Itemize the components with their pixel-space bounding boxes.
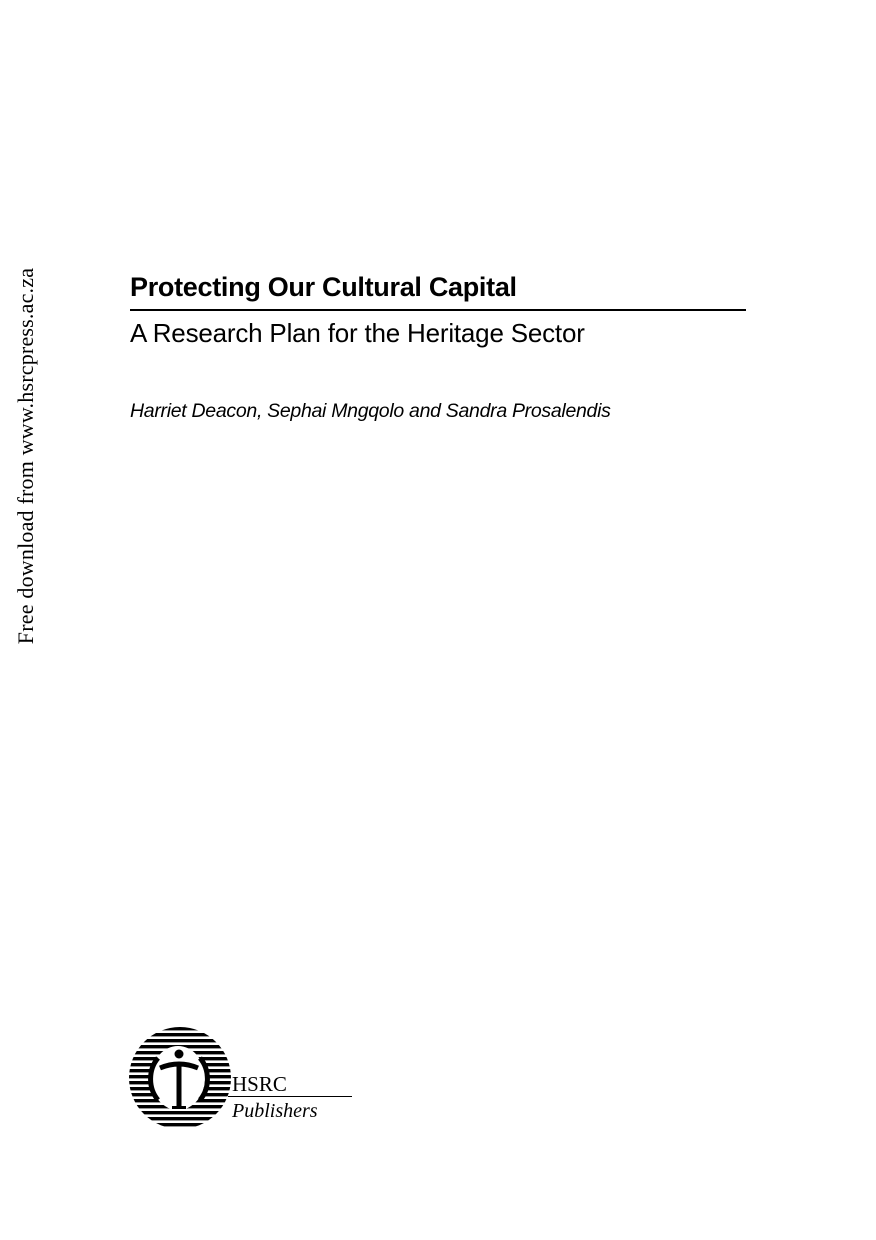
book-authors: Harriet Deacon, Sephai Mngqolo and Sandra Prosalendis [130, 400, 611, 422]
publisher-sub: Publishers [232, 1100, 318, 1122]
logo-stripe [128, 1039, 238, 1042]
title-divider [130, 309, 746, 311]
publisher-logo [128, 1026, 358, 1132]
book-title: Protecting Our Cultural Capital [130, 272, 517, 302]
download-notice: Free download from www.hsrcpress.ac.za [13, 267, 38, 645]
logo-stripe [128, 1111, 238, 1114]
logo-stripe [128, 1123, 238, 1126]
logo-stripe [128, 1027, 238, 1030]
publisher-name: HSRC [232, 1072, 287, 1096]
logo-stripe [128, 1033, 238, 1036]
hsrc-logo-icon [128, 1026, 238, 1132]
logo-stripe [128, 1117, 238, 1120]
book-subtitle: A Research Plan for the Heritage Sector [130, 318, 585, 348]
publisher-divider [228, 1096, 352, 1097]
logo-stripe [128, 1129, 238, 1132]
